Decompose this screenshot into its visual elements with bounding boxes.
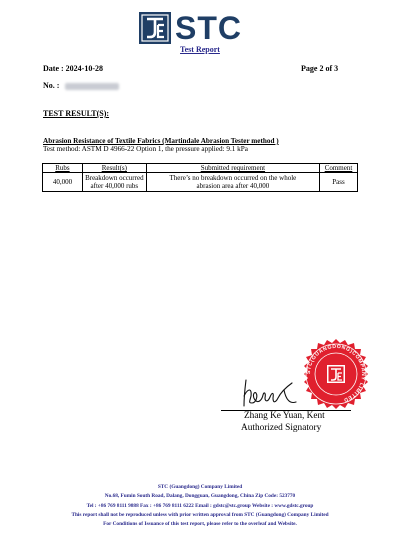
table-header-row <box>43 164 358 173</box>
cell-result-line1: Breakdown occurred <box>85 174 144 182</box>
report-number-label: No. : <box>43 81 60 90</box>
date-label: Date : <box>43 64 64 73</box>
cell-requirement-line2: abrasion area after 40,000 <box>196 182 270 190</box>
report-title: Test Report <box>180 45 220 54</box>
section-title: TEST RESULT(S): <box>43 109 110 118</box>
column-header-requirement: Submitted requirement <box>146 164 319 173</box>
stc-logo-icon <box>139 12 171 44</box>
test-title: Abrasion Resistance of Textile Fabrics (Martindale Abrasion Tester method ) <box>43 137 279 145</box>
table-row <box>43 173 358 192</box>
signatory-name: Zhang Ke Yuan, Kent <box>244 411 325 421</box>
redacted-report-number <box>65 83 119 90</box>
footer-address: No.68, Fumin South Road, Dalang, Dongguan, Guangdong, China Zip Code: 523770 <box>104 493 296 499</box>
report-number-row <box>43 81 119 90</box>
company-seal-icon <box>300 338 372 410</box>
cell-rubs: 40,000 <box>43 173 83 192</box>
signatory-role: Authorized Signatory <box>241 423 322 433</box>
logo-text: STC <box>175 10 242 46</box>
column-header-results: Result(s) <box>82 164 146 173</box>
column-header-rubs: Rubs <box>43 164 83 173</box>
company-logo <box>139 12 261 44</box>
seal-text: STC(GUANGDONG)COMPANY LIMITED <box>305 343 367 403</box>
footer-conditions-notice: For Conditions of Issuance of this test report, please refer to the overleaf and Website. <box>103 521 297 527</box>
footer-reproduction-notice: This report shall not be reproduced unless with prior written approval from STC (Guangdong) Company Limited <box>71 512 329 518</box>
column-header-comment: Comment <box>320 164 358 173</box>
date-row <box>43 64 103 73</box>
results-table <box>42 163 358 192</box>
date-value: 2024-10-28 <box>65 64 103 73</box>
page-number: Page 2 of 3 <box>301 64 339 73</box>
cell-result-line2: after 40,000 rubs <box>90 182 139 190</box>
cell-result <box>82 173 146 192</box>
test-method: Test method: ASTM D 4966-22 Option 1, the pressure applied: 9.1 kPa <box>43 145 248 153</box>
footer-contact: Tel : +86 769 8111 9888 Fax : +86 769 8111 6222 Email : gdstc@stc.group Website : www.gdstc.group <box>86 503 314 509</box>
footer-company-name: STC (Guangdong) Company Limited <box>157 484 243 490</box>
cell-requirement <box>146 173 319 192</box>
cell-comment: Pass <box>320 173 358 192</box>
cell-requirement-line1: There’s no breakdown occurred on the whole <box>169 174 297 182</box>
handwritten-signature-icon <box>240 378 300 408</box>
